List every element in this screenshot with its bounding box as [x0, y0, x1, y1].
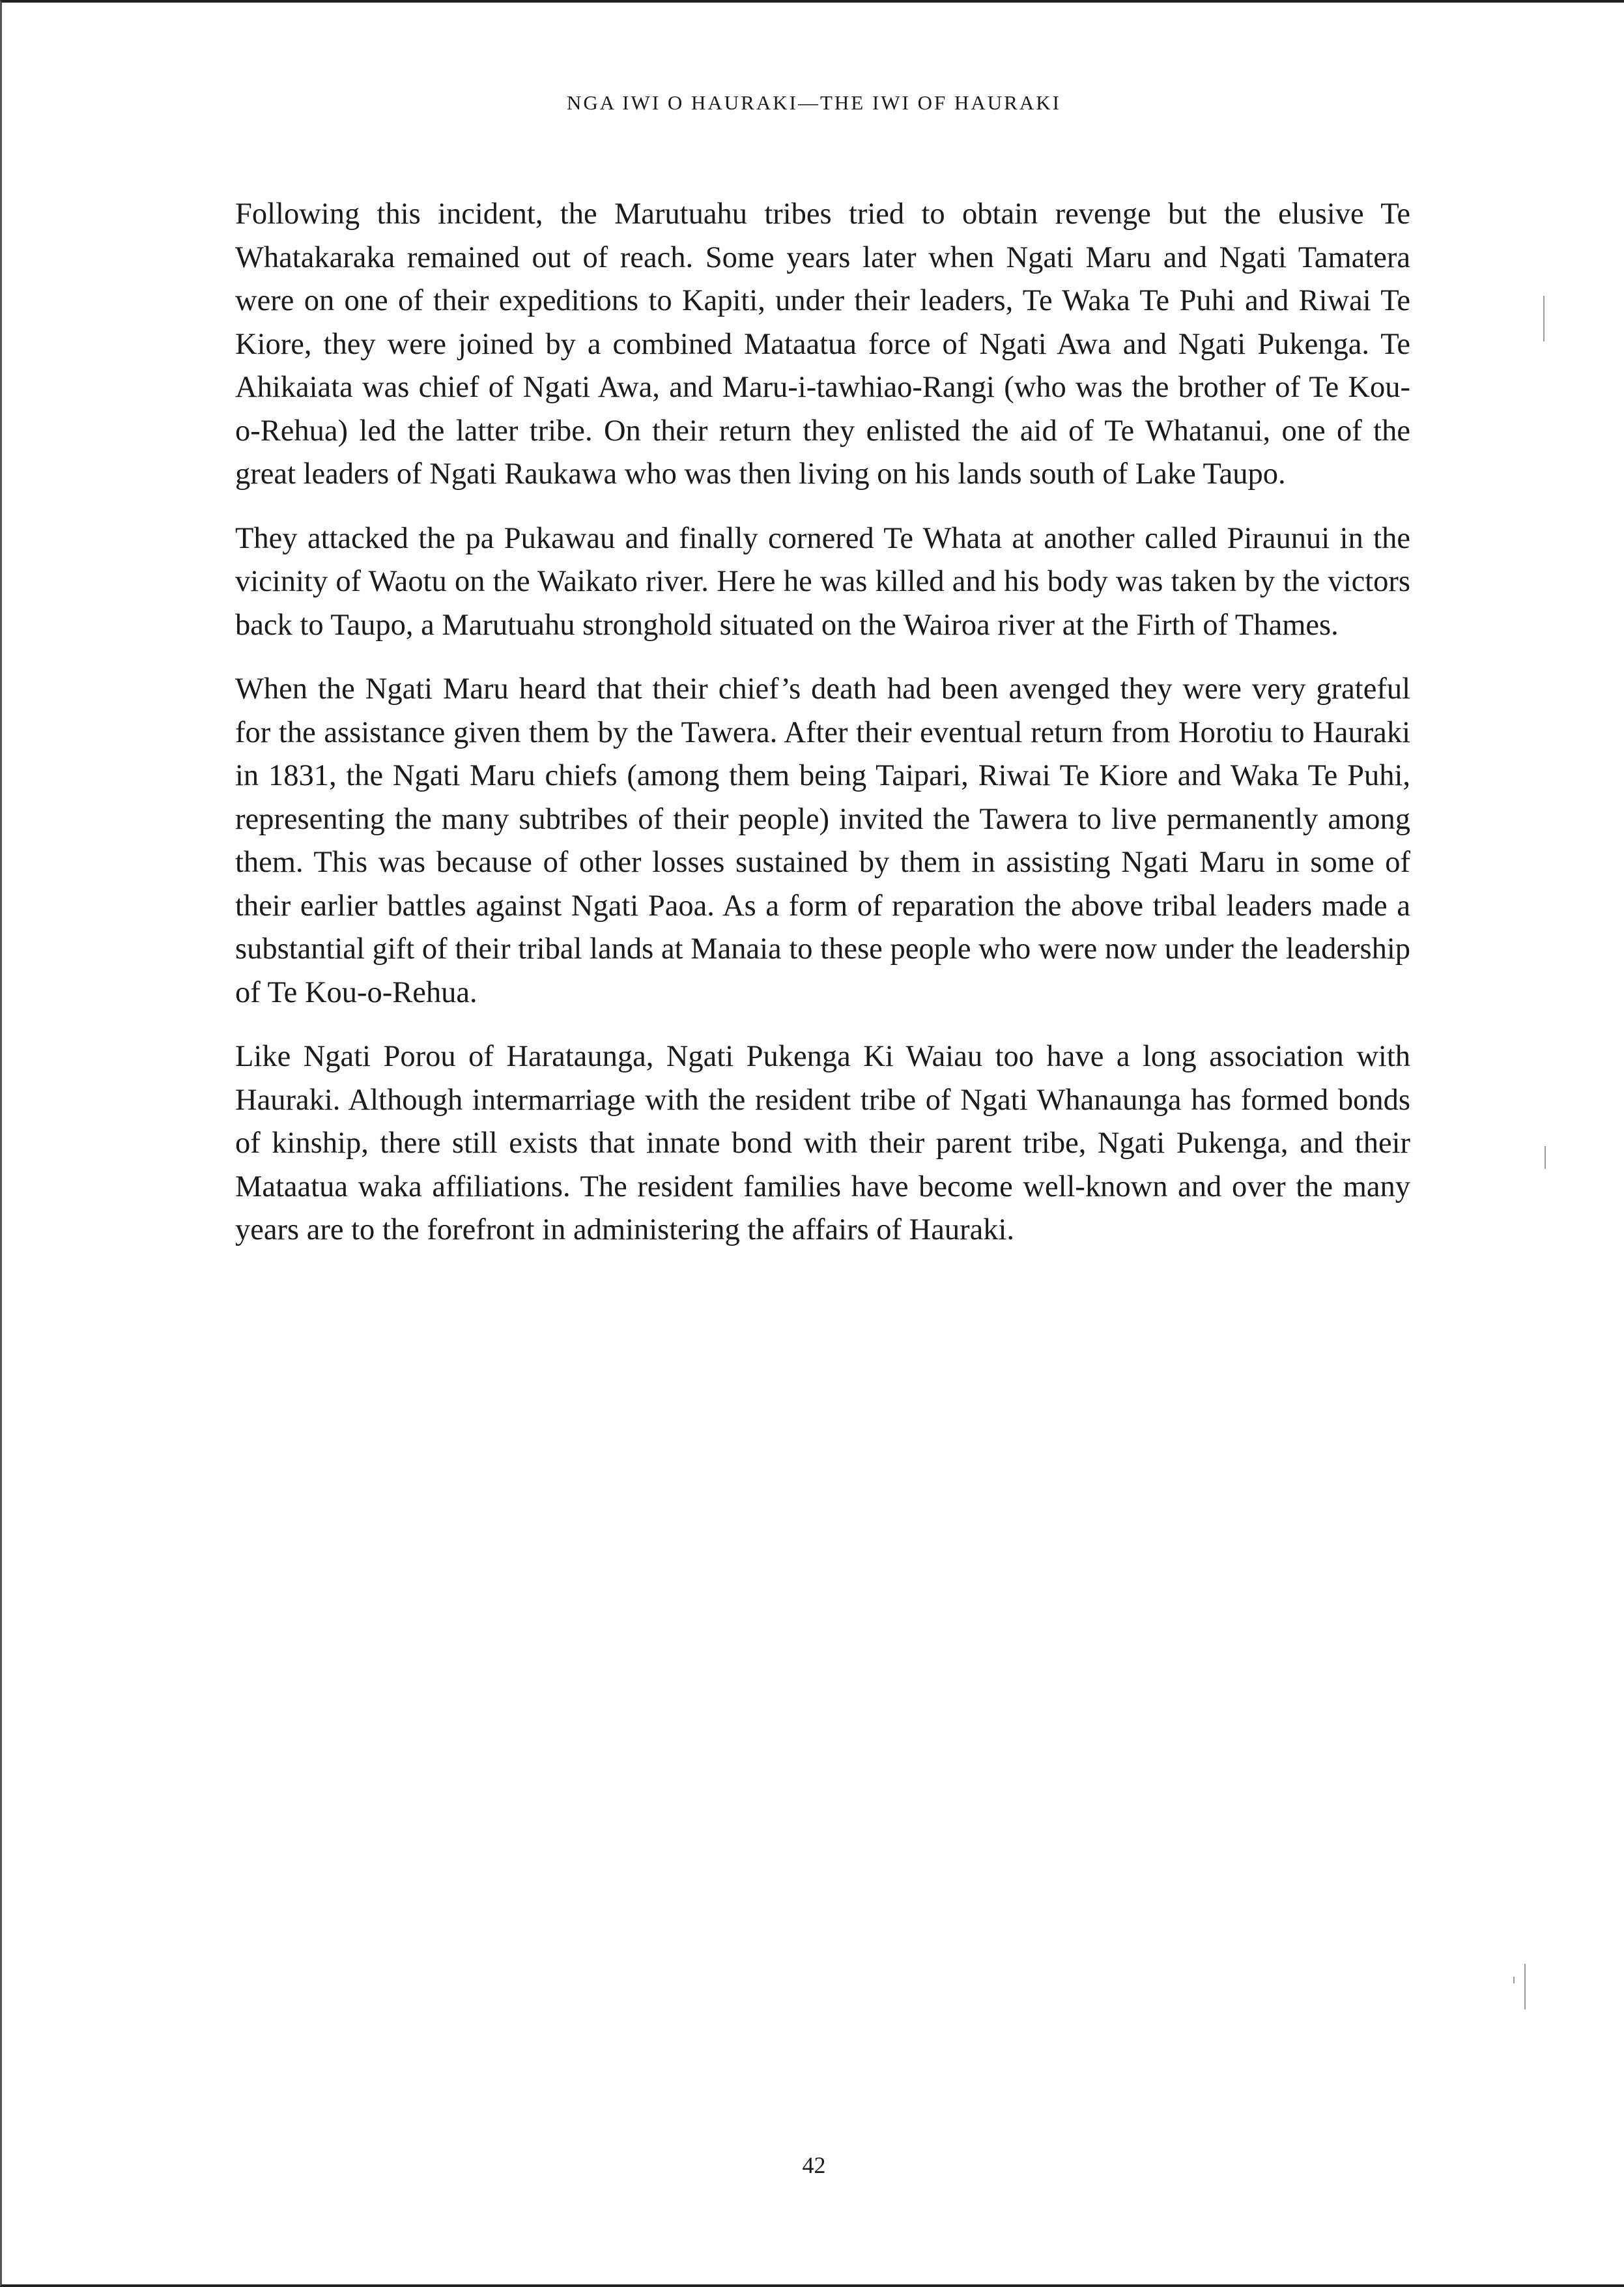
paragraph-3: When the Ngati Maru heard that their chief’s death had been avenged they were very grateful for the assistance given them by the Tawera. After their eventual return from Horotiu to Hauraki in 1831, the Ngati Maru chiefs (among them being Taipari, Riwai Te Kiore and Waka Te Puhi, representing the many subtribes of their people) invited the Tawera to live permanently among them. This was because of other losses sustained by them in assisting Ngati Maru in some of their earlier battles against Ngati Paoa. As a form of reparation the above tribal leaders made a substantial gift of their tribal lands at Manaia to these people who were now under the leadership of Te Kou-o-Rehua.	[235, 672, 1410, 1009]
page-number: 42	[802, 2152, 826, 2178]
paragraph-4: Like Ngati Porou of Harataunga, Ngati Pukenga Ki Waiau too have a long association with Hauraki. Although intermarriage with the resident tribe of Ngati Whanaunga has formed bonds of kinship, there still exists that innate bond with their parent tribe, Ngati Pukenga, and their Mataatua waka affiliations. The resident families have become well-known and over the many years are to the forefront in administering the affairs of Hauraki.	[235, 1040, 1410, 1246]
scan-mark	[1524, 1964, 1526, 2009]
scan-mark	[1513, 1977, 1515, 1983]
paragraph-2: They attacked the pa Pukawau and finally cornered Te Whata at another called Piraunui in the vicinity of Waotu on the Waikato river. Here he was killed and his body was taken by the victors back to Taupo, a Marutuahu stronghold situated on the Wairoa river at the Firth of Thames.	[235, 521, 1410, 642]
paragraph-1: Following this incident, the Marutuahu tribes tried to obtain revenge but the elusive Te Whatakaraka remained out of reach. Some years later when Ngati Maru and Ngati Tamatera were on one of their expeditions to Kapiti, under their leaders, Te Waka Te Puhi and Riwai Te Kiore, they were joined by a combined Mataatua force of Ngati Awa and Ngati Pukenga. Te Ahikaiata was chief of Ngati Awa, and Maru-i-tawhiao-Rangi (who was the brother of Te Kou-o-Rehua) led the latter tribe. On their return they enlisted the aid of Te Whatanui, one of the great leaders of Ngati Raukawa who was then living on his lands south of Lake Taupo.	[235, 197, 1410, 491]
scan-mark	[1545, 1146, 1546, 1169]
scan-mark	[1543, 296, 1545, 341]
body-text	[235, 193, 1410, 1273]
running-head: NGA IWI O HAURAKI—THE IWI OF HAURAKI	[567, 91, 1061, 114]
